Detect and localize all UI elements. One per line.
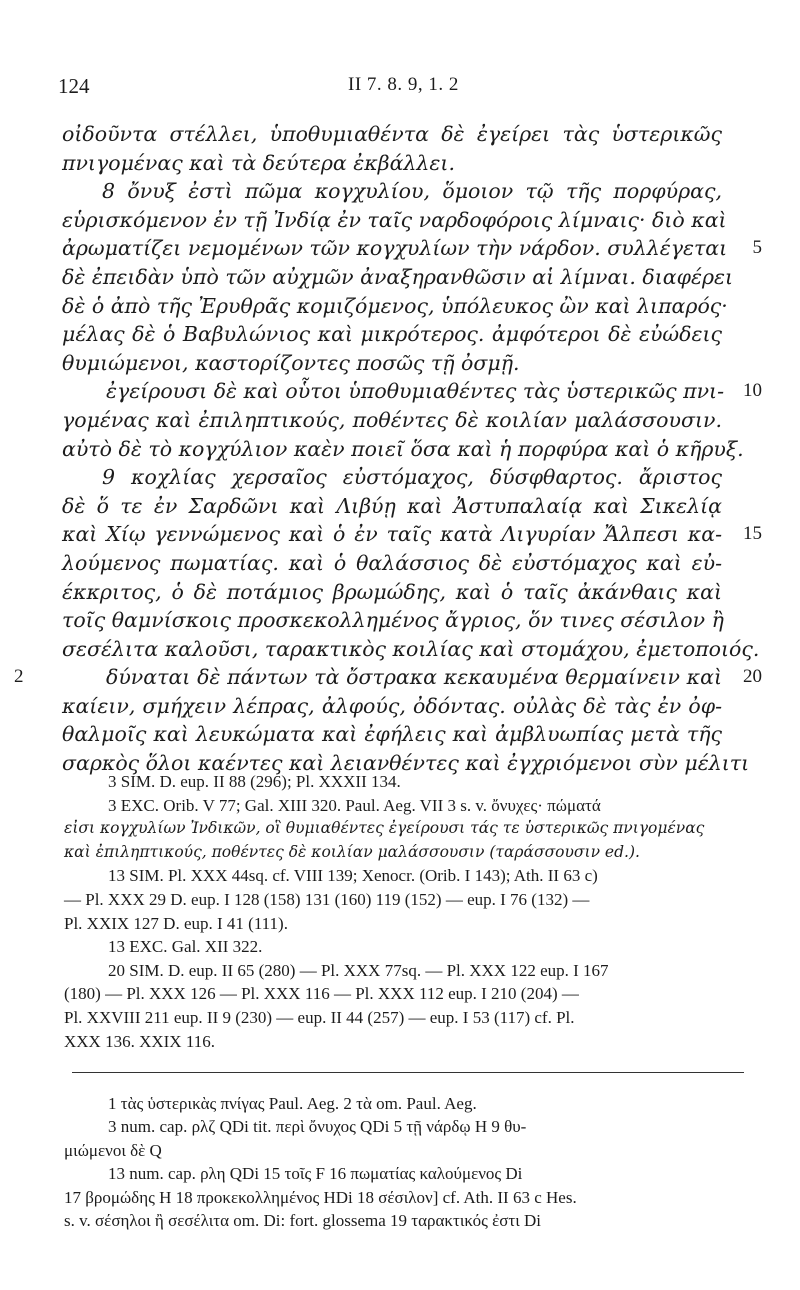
- text-line: έκκριτος, ὁ δὲ ποτάμιος βρωμώδης, καὶ ὁ ταῖς ἀκάνθαις καὶ: [62, 579, 722, 604]
- line-number: 10: [743, 380, 762, 402]
- text-line: δὲ ἐπειδὰν ὑπὸ τῶν αὐχμῶν ἀναξηρανθῶσιν αἱ λίμναι. διαφέρει: [62, 264, 734, 289]
- text-line: 8 ὄνυξ ἐστὶ πῶμα κογχυλίου, ὅμοιον τῷ τῆς πορφύρας,: [102, 179, 722, 204]
- apparatus-line: 13 num. cap. ρλη QDi 15 τοῖς F 16 πωματίας καλούμενος Di: [108, 1164, 523, 1184]
- line-number: 5: [752, 237, 762, 259]
- text-line: αὐτὸ δὲ τὸ κογχύλιον καὲν ποιεῖ ὅσα καὶ ἡ πορφύρα καὶ ὁ κῆρυξ.: [62, 436, 744, 461]
- text-line: σεσέλιτα καλοῦσι, ταρακτικὸς κοιλίας καὶ στομάχου, ἐμετοποιός.: [62, 636, 760, 661]
- testimonia-line: 3 EXC. Orib. V 77; Gal. XIII 320. Paul. Aeg. VII 3 s. v. ὄνυχες· πώματά: [108, 795, 601, 815]
- text-line: εὑρισκόμενον ἐν τῇ Ἰνδίᾳ ἐν ταῖς ναρδοφόροις λίμναις· διὸ καὶ: [62, 207, 727, 232]
- testimonia-line: 13 SIM. Pl. XXX 44sq. cf. VIII 139; Xenocr. (Orib. I 143); Ath. II 63 c): [108, 866, 598, 886]
- testimonia-line: Pl. XXVIII 211 eup. II 9 (230) — eup. II 44 (257) — eup. I 53 (117) cf. Pl.: [64, 1007, 575, 1027]
- testimonia-line: 20 SIM. D. eup. II 65 (280) — Pl. XXX 77sq. — Pl. XXX 122 eup. I 167: [108, 960, 609, 980]
- testimonia-line: εἰσι κογχυλίων Ἰνδικῶν, οἳ θυμιαθέντες ἐγείρουσι τάς τε ὑστερικῶς πνιγομένας: [64, 819, 705, 838]
- text-line: ἀρωματίζει νεμομένων τῶν κογχυλίων τὴν νάρδον. συλλέγεται: [62, 236, 728, 261]
- text-line: γομένας καὶ ἐπιληπτικούς, ποθέντες δὲ κοιλίαν μαλάσσουσιν.: [62, 407, 722, 432]
- text-line: δὲ ὁ ἀπὸ τῆς Ἐρυθρᾶς κομιζόμενος, ὑπόλευκος ὢν καὶ λιπαρός·: [62, 293, 728, 318]
- text-line: πνιγομένας καὶ τὰ δεύτερα ἐκβάλλει.: [62, 150, 455, 175]
- apparatus-line: μιώμενοι δὲ Q: [64, 1140, 162, 1160]
- text-line: σαρκὸς ὅλοι καέντες καὶ λειανθέντες καὶ ἐγχριόμενοι σὺν μέλιτι: [62, 751, 750, 776]
- text-line: δὲ ὅ τε ἐν Σαρδῶνι καὶ Λιβύῃ καὶ Ἀστυπαλαίᾳ καὶ Σικελίᾳ: [62, 493, 722, 518]
- text-line: θαλμοῖς καὶ λευκώματα καὶ ἐφήλεις καὶ ἀμβλυωπίας μετὰ τῆς: [62, 722, 722, 747]
- text-line: ἐγείρουσι δὲ καὶ οὗτοι ὑποθυμιαθέντες τὰς ὑστερικῶς πνι-: [106, 379, 724, 404]
- text-line: οἰδοῦντα στέλλει, ὑποθυμιαθέντα δὲ ἐγείρει τὰς ὑστερικῶς: [62, 122, 722, 146]
- apparatus-line: 3 num. cap. ρλζ QDi tit. περὶ ὄνυχος QDi 5 τῇ νάρδῳ H 9 θυ-: [108, 1117, 527, 1137]
- testimonia-line: XXX 136. XXIX 116.: [64, 1031, 215, 1051]
- text-line: δύναται δὲ πάντων τὰ ὄστρακα κεκαυμένα θερμαίνειν καὶ: [106, 665, 722, 690]
- testimonia-line: καὶ ἐπιληπτικούς, ποθέντες δὲ κοιλίαν μαλάσσουσιν (ταράσσουσιν ed.).: [64, 842, 640, 861]
- testimonia-line: 13 EXC. Gal. XII 322.: [108, 937, 263, 957]
- apparatus-line: 17 βρομώδης H 18 προκεκολλημένος HDi 18 σέσιλον] cf. Ath. II 63 c Hes.: [64, 1187, 577, 1207]
- text-line: μέλας δὲ ὁ Βαβυλώνιος καὶ μικρότερος. ἀμφότεροι δὲ εὐώδεις: [62, 322, 722, 347]
- main-text: [14, 120, 762, 778]
- text-line: καὶ Χίῳ γεννώμενος καὶ ὁ ἐν ταῖς κατὰ Λιγυρίαν Ἄλπεσι κα-: [62, 522, 722, 547]
- apparatus-line: 1 τὰς ὑστερικὰς πνίγας Paul. Aeg. 2 τὰ om. Paul. Aeg.: [108, 1094, 477, 1113]
- text-line: λούμενος πωματίας. καὶ ὁ θαλάσσιος δὲ εὐστόμαχος καὶ εὐ-: [62, 550, 722, 575]
- page-number: 124: [58, 74, 90, 98]
- critical-apparatus: [64, 1092, 726, 1232]
- running-head: II 7. 8. 9, 1. 2: [348, 74, 459, 95]
- line-number: 20: [743, 666, 762, 688]
- text-line: 9 κοχλίας χερσαῖος εὐστόμαχος, δύσφθαρτος. ἄριστος: [102, 465, 722, 490]
- testimonia-line: — Pl. XXX 29 D. eup. I 128 (158) 131 (160) 119 (152) — eup. I 76 (132) —: [64, 889, 590, 909]
- testimonia-line: Pl. XXIX 127 D. eup. I 41 (111).: [64, 913, 288, 933]
- testimonia-line: (180) — Pl. XXX 126 — Pl. XXX 116 — Pl. XXX 112 eup. I 210 (204) —: [64, 984, 579, 1004]
- testimonia: [64, 770, 726, 1053]
- testimonia-line: 3 SIM. D. eup. II 88 (296); Pl. XXXII 134.: [108, 772, 401, 791]
- page-header: [58, 74, 758, 104]
- text-line: τοῖς θαμνίσκοις προσκεκολλημένος ἄγριος, ὅν τινες σέσιλον ἢ: [62, 608, 724, 633]
- footnote-divider: [72, 1072, 744, 1073]
- text-line: θυμιώμενοι, καστορίζοντες ποσῶς τῇ ὀσμῇ.: [62, 350, 520, 375]
- section-number: 2: [14, 666, 24, 688]
- apparatus-line: s. v. σέσηλοι ἢ σεσέλιτα om. Di: fort. glossema 19 ταρακτικός ἐστι Di: [64, 1210, 542, 1230]
- text-line: καίειν, σμήχειν λέπρας, ἀλφούς, ὀδόντας. οὐλὰς δὲ τὰς ἐν ὀφ-: [62, 693, 722, 718]
- line-number: 15: [743, 523, 762, 545]
